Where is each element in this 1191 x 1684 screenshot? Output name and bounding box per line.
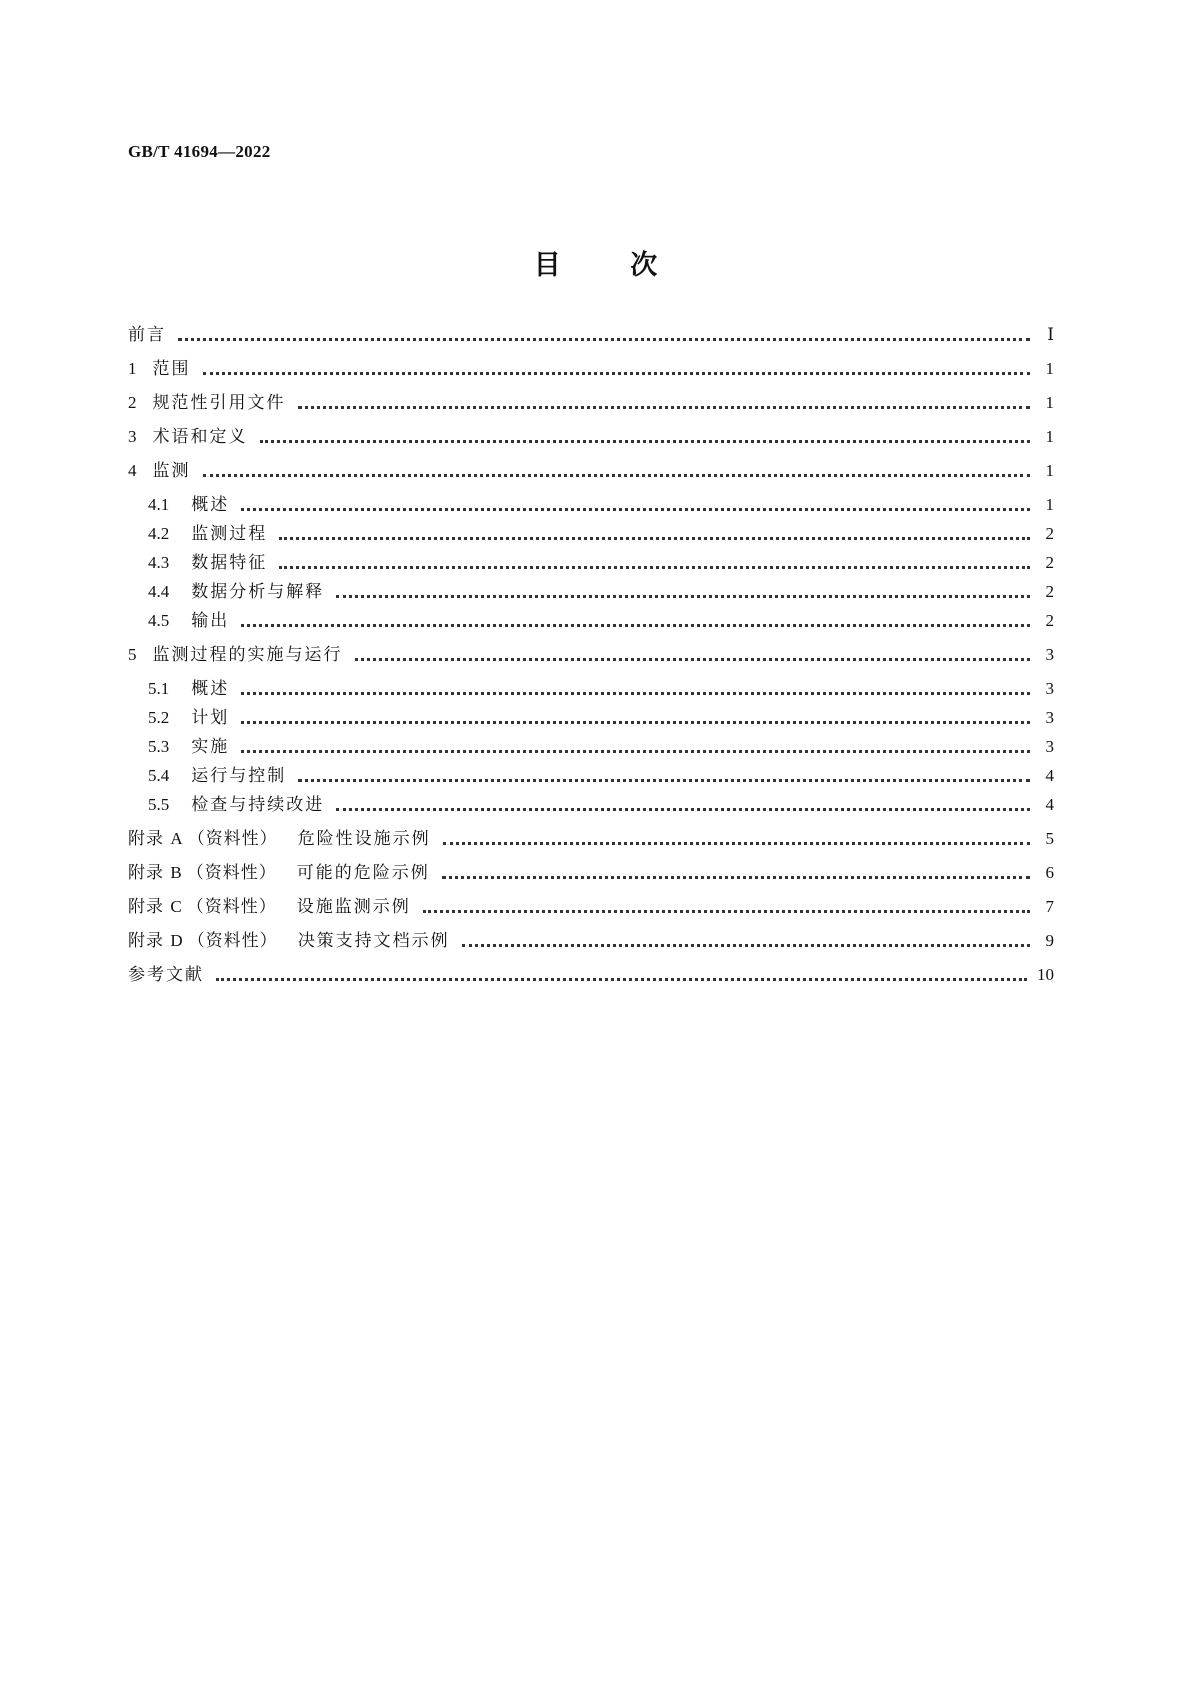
appendix-type: （资料性） bbox=[186, 863, 277, 883]
toc-entry-label: 危险性设施示例 bbox=[297, 829, 431, 849]
appendix-word: 附录 bbox=[128, 897, 164, 917]
toc-entry-4-1[interactable] bbox=[148, 490, 1054, 516]
toc-entry-page: 6 bbox=[1045, 863, 1054, 882]
toc-entry-2[interactable] bbox=[128, 388, 1054, 414]
toc-entry-page: 1 bbox=[1045, 461, 1054, 480]
toc-entry-label: 决策支持文档示例 bbox=[297, 931, 450, 951]
toc-entry-number: 4.1 bbox=[148, 495, 170, 514]
leader-dots bbox=[336, 808, 1030, 811]
toc-entry-page: 1 bbox=[1045, 359, 1054, 378]
toc-entry-page: 3 bbox=[1045, 737, 1054, 756]
toc-entry-label: 概述 bbox=[191, 679, 230, 699]
toc-entry-label: 前言 bbox=[128, 325, 166, 345]
toc-entry-4[interactable] bbox=[128, 456, 1054, 482]
toc-entry-page: 2 bbox=[1045, 524, 1054, 543]
toc-entry-appendix-a[interactable] bbox=[128, 824, 1054, 850]
leader-dots bbox=[241, 750, 1030, 753]
toc-entry-number: 5.1 bbox=[148, 679, 170, 698]
toc-entry-3[interactable] bbox=[128, 422, 1054, 448]
toc-entry-page: 1 bbox=[1045, 427, 1054, 446]
toc-entry-appendix-b[interactable] bbox=[128, 858, 1054, 884]
toc-entry-page: 3 bbox=[1045, 708, 1054, 727]
leader-dots bbox=[355, 658, 1031, 661]
toc-entry-number: 5.2 bbox=[148, 708, 170, 727]
toc-entry-5-1[interactable] bbox=[148, 674, 1054, 700]
appendix-letter: C bbox=[170, 897, 183, 916]
toc-entry-1[interactable] bbox=[128, 354, 1054, 380]
toc-entry-label: 范围 bbox=[152, 359, 191, 379]
appendix-word: 附录 bbox=[128, 829, 164, 849]
toc-entry-number: 5.4 bbox=[148, 766, 170, 785]
leader-dots bbox=[203, 372, 1031, 375]
toc-entry-page: 2 bbox=[1045, 582, 1054, 601]
toc-entry-label: 数据分析与解释 bbox=[191, 582, 325, 602]
toc-entry-4-2[interactable] bbox=[148, 519, 1054, 545]
toc-entry-4-3[interactable] bbox=[148, 548, 1054, 574]
leader-dots bbox=[423, 910, 1030, 913]
page-title: 目 次 bbox=[533, 250, 658, 281]
appendix-type: （资料性） bbox=[186, 897, 277, 917]
toc-entry-label: 实施 bbox=[191, 737, 230, 757]
leader-dots bbox=[241, 508, 1030, 511]
leader-dots bbox=[260, 440, 1031, 443]
toc-entry-number: 4.2 bbox=[148, 524, 170, 543]
toc-entry-label: 监测过程的实施与运行 bbox=[152, 645, 343, 665]
toc-entry-number: 5 bbox=[128, 645, 137, 664]
leader-dots bbox=[298, 406, 1031, 409]
appendix-letter: A bbox=[170, 829, 184, 848]
leader-dots bbox=[178, 338, 1030, 341]
toc-entry-page: 10 bbox=[1037, 965, 1054, 984]
appendix-word: 附录 bbox=[128, 931, 164, 951]
appendix-letter: B bbox=[170, 863, 183, 882]
toc-entry-label: 术语和定义 bbox=[152, 427, 248, 447]
toc-entry-5-3[interactable] bbox=[148, 732, 1054, 758]
leader-dots bbox=[443, 842, 1030, 845]
leader-dots bbox=[203, 474, 1031, 477]
standard-code: GB/T 41694—2022 bbox=[128, 142, 271, 161]
leader-dots bbox=[298, 779, 1030, 782]
toc-entry-number: 4 bbox=[128, 461, 137, 480]
toc-entry-page: Ⅰ bbox=[1047, 325, 1054, 344]
leader-dots bbox=[216, 978, 1027, 981]
toc-entry-page: 7 bbox=[1045, 897, 1054, 916]
toc-entry-number: 3 bbox=[128, 427, 137, 446]
toc-entry-label: 计划 bbox=[191, 708, 230, 728]
toc-entry-label: 可能的危险示例 bbox=[296, 863, 430, 883]
appendix-letter: D bbox=[170, 931, 184, 950]
leader-dots bbox=[279, 566, 1030, 569]
toc-entry-label: 设施监测示例 bbox=[296, 897, 411, 917]
toc-entry-5-2[interactable] bbox=[148, 703, 1054, 729]
toc-entry-5-4[interactable] bbox=[148, 761, 1054, 787]
toc-entry-page: 3 bbox=[1045, 679, 1054, 698]
toc-entry-label: 检查与持续改进 bbox=[191, 795, 325, 815]
toc-entry-page: 2 bbox=[1045, 553, 1054, 572]
leader-dots bbox=[462, 944, 1030, 947]
toc-entry-page: 3 bbox=[1045, 645, 1054, 664]
toc-entry-appendix-d[interactable] bbox=[128, 926, 1054, 952]
appendix-type: （资料性） bbox=[187, 931, 278, 951]
toc-entry-label: 参考文献 bbox=[128, 965, 204, 985]
toc-entry-page: 9 bbox=[1045, 931, 1054, 950]
toc-entry-label: 监测过程 bbox=[191, 524, 268, 544]
leader-dots bbox=[241, 692, 1030, 695]
toc-entry-page: 4 bbox=[1045, 766, 1054, 785]
toc-entry-page: 5 bbox=[1045, 829, 1054, 848]
toc-entry-4-4[interactable] bbox=[148, 577, 1054, 603]
toc-entry-page: 2 bbox=[1045, 611, 1054, 630]
appendix-type: （资料性） bbox=[187, 829, 278, 849]
page-header bbox=[128, 142, 271, 162]
toc-entry-number: 1 bbox=[128, 359, 137, 378]
leader-dots bbox=[241, 721, 1030, 724]
appendix-word: 附录 bbox=[128, 863, 164, 883]
toc-entry-label: 输出 bbox=[191, 611, 230, 631]
leader-dots bbox=[279, 537, 1030, 540]
toc-entry-label: 运行与控制 bbox=[191, 766, 287, 786]
toc-entry-label: 规范性引用文件 bbox=[152, 393, 286, 413]
leader-dots bbox=[241, 624, 1030, 627]
toc-entry-page: 4 bbox=[1045, 795, 1054, 814]
toc-entry-5[interactable] bbox=[128, 640, 1054, 666]
toc-entry-number: 5.3 bbox=[148, 737, 170, 756]
toc-entry-number: 4.3 bbox=[148, 553, 170, 572]
leader-dots bbox=[336, 595, 1030, 598]
leader-dots bbox=[442, 876, 1030, 879]
toc-entry-number: 2 bbox=[128, 393, 137, 412]
toc-entry-4-5[interactable] bbox=[148, 606, 1054, 632]
toc-entry-page: 1 bbox=[1045, 393, 1054, 412]
toc-entry-number: 4.5 bbox=[148, 611, 170, 630]
toc-entry-appendix-c[interactable] bbox=[128, 892, 1054, 918]
toc-entry-foreword[interactable] bbox=[128, 320, 1054, 346]
toc-entry-page: 1 bbox=[1045, 495, 1054, 514]
toc-entry-label: 数据特征 bbox=[191, 553, 268, 573]
toc-entry-number: 5.5 bbox=[148, 795, 170, 814]
toc-entry-label: 监测 bbox=[152, 461, 191, 481]
toc-entry-references[interactable] bbox=[128, 960, 1054, 986]
toc-entry-label: 概述 bbox=[191, 495, 230, 515]
toc-entry-number: 4.4 bbox=[148, 582, 170, 601]
toc-entry-5-5[interactable] bbox=[148, 790, 1054, 816]
